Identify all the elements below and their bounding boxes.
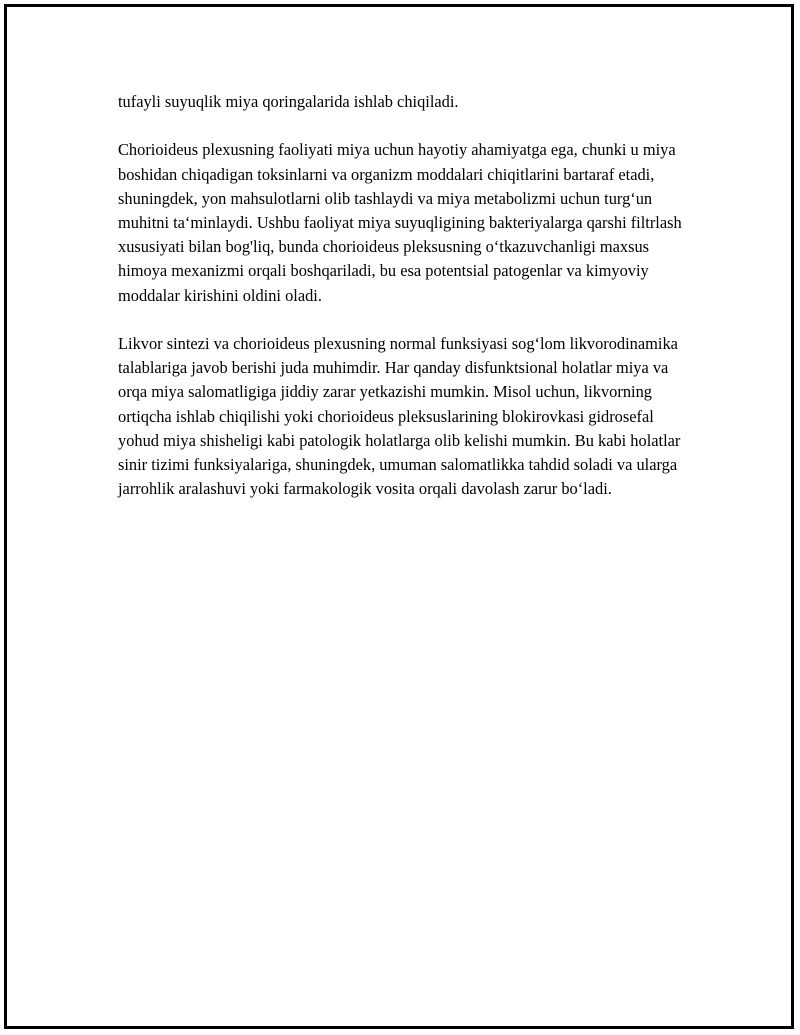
document-body — [118, 90, 688, 526]
paragraph-continuation: tufayli suyuqlik miya qoringalarida ishlab chiqiladi. — [118, 92, 459, 111]
paragraph-chorioideus-function: Chorioideus plexusning faoliyati miya uchun hayotiy ahamiyatga ega, chunki u miya boshidan chiqadigan toksinlarni va organizm moddalari chiqitlarini bartaraf etadi, shuningdek, yon mahsulotlarni olib tashlaydi va miya metabolizmi uchun turg‘un muhitni ta‘minlaydi. Ushbu faoliyat miya suyuqligining bakteriyalarga qarshi filtrlash xususiyati bilan bog'liq, bunda chorioideus pleksusning o‘tkazuvchanligi maxsus himoya mexanizmi orqali boshqariladi, bu esa potentsial patogenlar va kimyoviy moddalar kirishini oldini oladi. — [118, 140, 682, 305]
paragraph-likvor-synthesis: Likvor sintezi va chorioideus plexusning normal funksiyasi sog‘lom likvorodinamika talablariga javob berishi juda muhimdir. Har qanday disfunktsional holatlar miya va orqa miya salomatligiga jiddiy zarar yetkazishi mumkin. Misol uchun, likvorning ortiqcha ishlab chiqilishi yoki chorioideus pleksuslarining blokirovkasi gidrosefal yohud miya shisheligi kabi patologik holatlarga olib kelishi mumkin. Bu kabi holatlar sinir tizimi funksiyalariga, shuningdek, umuman salomatlikka tahdid soladi va ularga jarrohlik aralashuvi yoki farmakologik vosita orqali davolash zarur bo‘ladi. — [118, 334, 681, 499]
